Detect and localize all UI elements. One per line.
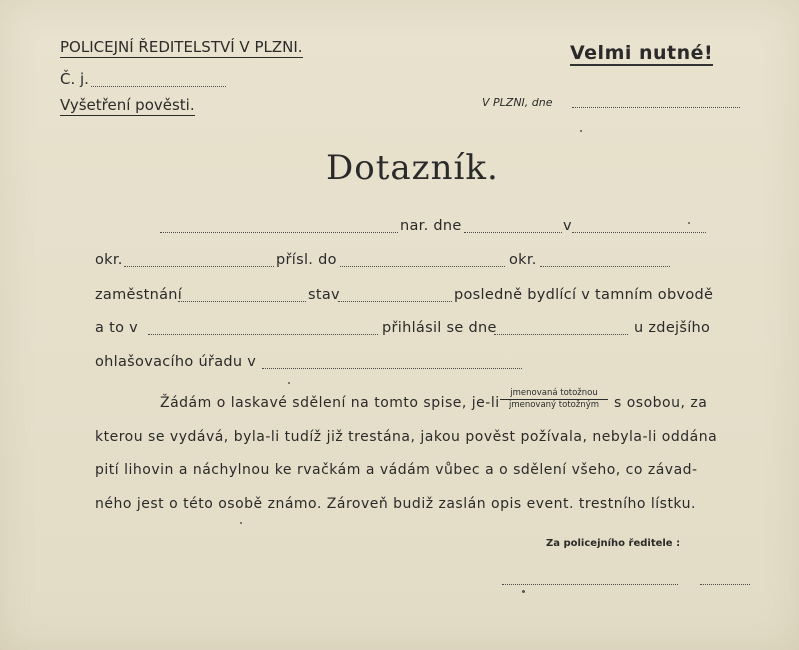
office-label: ohlašovacího úřadu v: [95, 354, 257, 370]
birth-date-line: [464, 232, 562, 233]
registered-label: přihlásil se dne: [382, 320, 497, 336]
fraction-top: jmenovaná totožnou: [500, 388, 608, 400]
and-to-label: a to v: [95, 320, 139, 336]
request-line-2: kterou se vydává, byla-li tudíž již trestána, jakou pověst požívala, nebyla-li oddána: [95, 429, 718, 445]
paper-speck: [522, 590, 525, 593]
name-line: [160, 232, 398, 233]
request-line-1-end: s osobou, za: [614, 395, 708, 411]
last-residence-label: posledně bydlící v tamním obvodě: [454, 287, 714, 303]
born-in-label: v: [563, 218, 572, 234]
request-line-1-start: Žádám o laskavé sdělení na tomto spise, je-li: [160, 395, 500, 411]
page-title: Dotazník.: [326, 148, 499, 188]
signature-line-extra: [700, 584, 750, 585]
reference-label: Č. j.: [60, 70, 89, 88]
district-label-1: okr.: [95, 252, 123, 268]
status-label: stav: [308, 287, 340, 303]
and-to-line: [148, 334, 378, 335]
reference-line: [91, 86, 226, 87]
born-on-label: nar. dne: [400, 218, 462, 234]
status-line: [338, 301, 452, 302]
district-label-2: okr.: [509, 252, 537, 268]
request-line-3: pití lihovin a náchylnou ke rvačkám a vádám vůbec a o sdělení všeho, co závad-: [95, 462, 698, 478]
urgent-stamp: Velmi nutné!: [570, 42, 714, 64]
office-heading: POLICEJNÍ ŘEDITELSTVÍ V PLZNI.: [60, 38, 303, 56]
date-line: [572, 107, 740, 108]
belongs-line: [340, 266, 505, 267]
occupation-line: [178, 301, 306, 302]
identity-fraction: [500, 388, 608, 411]
fraction-bottom: jmenovaný totožným: [508, 400, 600, 410]
occupation-label: zaměstnání: [95, 287, 183, 303]
registered-line: [494, 334, 628, 335]
birth-place-line: [572, 232, 706, 233]
district-line-1: [124, 266, 274, 267]
office-line: [262, 368, 522, 369]
place-date-label: V PLZNI, dne: [482, 96, 553, 109]
district-line-2: [540, 266, 670, 267]
request-line-4: ného jest o této osobě známo. Zároveň budiž zaslán opis event. trestního lístku.: [95, 496, 696, 512]
paper-speck: [240, 522, 242, 524]
subject-heading: Vyšetření pověsti.: [60, 96, 195, 114]
signature-label: Za policejního ředitele :: [546, 538, 681, 549]
local-label: u zdejšího: [634, 320, 711, 336]
paper-speck: [288, 382, 290, 384]
paper-speck: [580, 130, 582, 132]
belongs-to-label: přísl. do: [276, 252, 337, 268]
paper-speck: [688, 222, 690, 224]
signature-line: [502, 584, 678, 585]
